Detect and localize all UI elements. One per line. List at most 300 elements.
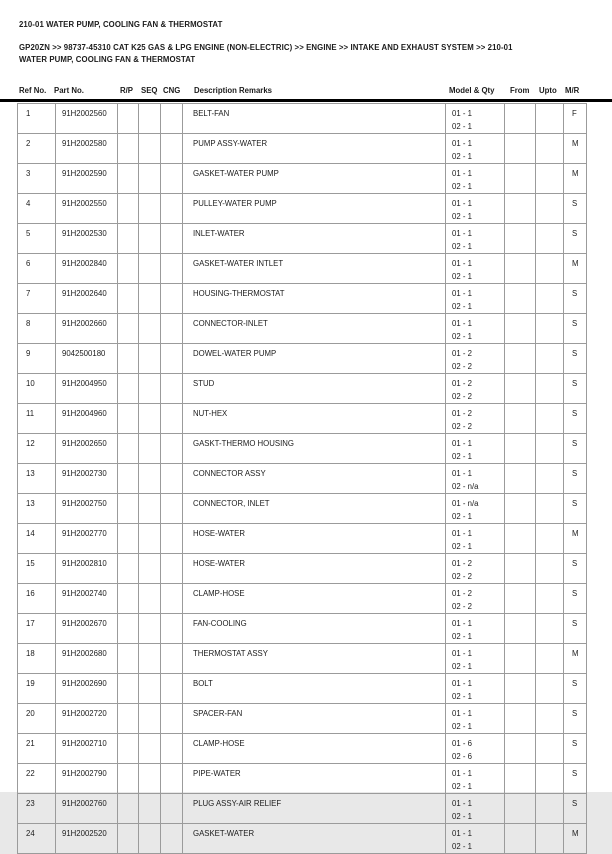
cell-seq [139, 794, 161, 824]
model-qty-line-1: 01 - 2 [452, 589, 472, 598]
cell-description: CONNECTOR, INLET [183, 494, 446, 524]
cell-description: HOSE-WATER [183, 554, 446, 584]
cell-seq [139, 194, 161, 224]
cell-cng [161, 284, 183, 314]
cell-rp [118, 584, 139, 614]
model-qty-line-1: 01 - 1 [452, 289, 472, 298]
cell-mr: S [564, 464, 587, 494]
cell-cng [161, 674, 183, 704]
cell-ref-no: 8 [18, 314, 56, 344]
cell-part-no: 91H2002680 [56, 644, 118, 674]
cell-description: HOUSING-THERMOSTAT [183, 284, 446, 314]
cell-from [505, 554, 536, 584]
cell-upto [536, 614, 564, 644]
cell-from [505, 284, 536, 314]
col-header-desc: Description Remarks [194, 86, 272, 95]
cell-from [505, 674, 536, 704]
cell-model-qty [446, 704, 505, 734]
cell-part-no: 91H2002580 [56, 134, 118, 164]
cell-model-qty [446, 584, 505, 614]
cell-cng [161, 164, 183, 194]
cell-seq [139, 644, 161, 674]
model-qty-line-2: 02 - 2 [452, 602, 472, 611]
model-qty-line-1: 01 - 1 [452, 529, 472, 538]
cell-rp [118, 644, 139, 674]
cell-cng [161, 224, 183, 254]
model-qty-line-1: 01 - 6 [452, 739, 472, 748]
breadcrumb-line-1: GP20ZN >> 98737-45310 CAT K25 GAS & LPG ENGINE (NON-ELECTRIC) >> ENGINE >> INTAKE AND EXHAUST SYSTEM >> 210-01 [19, 43, 513, 52]
model-qty-line-1: 01 - 2 [452, 409, 472, 418]
table-row [18, 554, 587, 584]
cell-mr: S [564, 284, 587, 314]
cell-mr: S [564, 614, 587, 644]
cell-from [505, 404, 536, 434]
cell-ref-no: 10 [18, 374, 56, 404]
cell-mr: S [564, 314, 587, 344]
cell-upto [536, 494, 564, 524]
table-row [18, 704, 587, 734]
cell-cng [161, 254, 183, 284]
cell-seq [139, 584, 161, 614]
cell-upto [536, 524, 564, 554]
cell-mr: M [564, 824, 587, 854]
cell-seq [139, 764, 161, 794]
cell-rp [118, 194, 139, 224]
cell-ref-no: 22 [18, 764, 56, 794]
model-qty-line-2: 02 - 1 [452, 512, 472, 521]
table-row [18, 254, 587, 284]
cell-rp [118, 104, 139, 134]
col-header-upto: Upto [539, 86, 557, 95]
cell-ref-no: 2 [18, 134, 56, 164]
table-row [18, 344, 587, 374]
model-qty-line-1: 01 - 1 [452, 169, 472, 178]
cell-rp [118, 134, 139, 164]
cell-from [505, 254, 536, 284]
cell-mr: S [564, 734, 587, 764]
model-qty-line-1: 01 - 1 [452, 469, 472, 478]
cell-part-no: 91H2002790 [56, 764, 118, 794]
table-row [18, 134, 587, 164]
table-row [18, 794, 587, 824]
cell-rp [118, 494, 139, 524]
cell-ref-no: 13 [18, 494, 56, 524]
cell-part-no: 91H2002660 [56, 314, 118, 344]
table-row [18, 734, 587, 764]
header-divider-rule [0, 99, 612, 102]
model-qty-line-2: 02 - 1 [452, 782, 472, 791]
cell-mr: M [564, 164, 587, 194]
model-qty-line-2: 02 - n/a [452, 482, 479, 491]
cell-part-no: 91H2004960 [56, 404, 118, 434]
model-qty-line-2: 02 - 1 [452, 842, 472, 851]
cell-from [505, 644, 536, 674]
model-qty-line-2: 02 - 1 [452, 212, 472, 221]
cell-mr: F [564, 104, 587, 134]
cell-seq [139, 224, 161, 254]
cell-rp [118, 314, 139, 344]
cell-from [505, 134, 536, 164]
cell-mr: M [564, 644, 587, 674]
cell-description: NUT-HEX [183, 404, 446, 434]
page-title: 210-01 WATER PUMP, COOLING FAN & THERMOSTAT [19, 20, 223, 29]
cell-model-qty [446, 314, 505, 344]
model-qty-line-2: 02 - 1 [452, 692, 472, 701]
cell-cng [161, 314, 183, 344]
cell-cng [161, 824, 183, 854]
cell-from [505, 224, 536, 254]
cell-ref-no: 17 [18, 614, 56, 644]
cell-mr: S [564, 374, 587, 404]
cell-description: CLAMP-HOSE [183, 584, 446, 614]
cell-seq [139, 284, 161, 314]
col-header-from: From [510, 86, 530, 95]
col-header-cng: CNG [163, 86, 181, 95]
cell-model-qty [446, 224, 505, 254]
model-qty-line-2: 02 - 1 [452, 722, 472, 731]
cell-mr: S [564, 764, 587, 794]
cell-mr: M [564, 524, 587, 554]
cell-upto [536, 134, 564, 164]
cell-mr: S [564, 224, 587, 254]
cell-ref-no: 12 [18, 434, 56, 464]
cell-part-no: 91H2002650 [56, 434, 118, 464]
cell-ref-no: 24 [18, 824, 56, 854]
cell-seq [139, 404, 161, 434]
cell-part-no: 91H2002590 [56, 164, 118, 194]
cell-model-qty [446, 344, 505, 374]
model-qty-line-1: 01 - 1 [452, 109, 472, 118]
cell-cng [161, 134, 183, 164]
model-qty-line-1: 01 - 1 [452, 799, 472, 808]
cell-upto [536, 794, 564, 824]
model-qty-line-2: 02 - 1 [452, 542, 472, 551]
cell-from [505, 614, 536, 644]
model-qty-line-1: 01 - 2 [452, 349, 472, 358]
cell-cng [161, 494, 183, 524]
model-qty-line-1: 01 - 1 [452, 709, 472, 718]
cell-cng [161, 194, 183, 224]
cell-description: INLET-WATER [183, 224, 446, 254]
cell-part-no: 91H2002670 [56, 614, 118, 644]
cell-mr: S [564, 404, 587, 434]
model-qty-line-2: 02 - 1 [452, 242, 472, 251]
table-row [18, 374, 587, 404]
cell-model-qty [446, 104, 505, 134]
table-row [18, 104, 587, 134]
cell-seq [139, 374, 161, 404]
cell-part-no: 91H2002530 [56, 224, 118, 254]
cell-model-qty [446, 134, 505, 164]
cell-cng [161, 434, 183, 464]
model-qty-line-2: 02 - 1 [452, 452, 472, 461]
cell-ref-no: 23 [18, 794, 56, 824]
cell-part-no: 91H2002690 [56, 674, 118, 704]
cell-from [505, 584, 536, 614]
cell-part-no: 91H2002750 [56, 494, 118, 524]
cell-model-qty [446, 764, 505, 794]
cell-seq [139, 704, 161, 734]
cell-seq [139, 614, 161, 644]
col-header-seq: SEQ [141, 86, 158, 95]
table-row [18, 404, 587, 434]
cell-description: SPACER-FAN [183, 704, 446, 734]
cell-model-qty [446, 824, 505, 854]
table-row [18, 284, 587, 314]
model-qty-line-2: 02 - 2 [452, 362, 472, 371]
cell-rp [118, 404, 139, 434]
model-qty-line-2: 02 - 1 [452, 272, 472, 281]
cell-model-qty [446, 254, 505, 284]
cell-rp [118, 434, 139, 464]
cell-cng [161, 704, 183, 734]
cell-mr: S [564, 344, 587, 374]
cell-upto [536, 824, 564, 854]
cell-mr: S [564, 194, 587, 224]
cell-seq [139, 524, 161, 554]
cell-from [505, 164, 536, 194]
cell-seq [139, 254, 161, 284]
table-row [18, 434, 587, 464]
table-row [18, 584, 587, 614]
cell-upto [536, 764, 564, 794]
model-qty-line-2: 02 - 1 [452, 152, 472, 161]
cell-rp [118, 374, 139, 404]
cell-rp [118, 734, 139, 764]
cell-model-qty [446, 494, 505, 524]
cell-rp [118, 674, 139, 704]
cell-from [505, 104, 536, 134]
model-qty-line-2: 02 - 2 [452, 572, 472, 581]
cell-description: THERMOSTAT ASSY [183, 644, 446, 674]
model-qty-line-2: 02 - 1 [452, 332, 472, 341]
cell-upto [536, 674, 564, 704]
cell-upto [536, 284, 564, 314]
cell-from [505, 344, 536, 374]
cell-description: CONNECTOR-INLET [183, 314, 446, 344]
cell-model-qty [446, 374, 505, 404]
cell-mr: S [564, 434, 587, 464]
cell-seq [139, 464, 161, 494]
cell-seq [139, 134, 161, 164]
cell-part-no: 91H2002740 [56, 584, 118, 614]
model-qty-line-1: 01 - 2 [452, 379, 472, 388]
cell-part-no: 91H2002640 [56, 284, 118, 314]
cell-from [505, 794, 536, 824]
cell-rp [118, 794, 139, 824]
cell-model-qty [446, 644, 505, 674]
cell-description: BOLT [183, 674, 446, 704]
table-row [18, 314, 587, 344]
cell-cng [161, 614, 183, 644]
cell-ref-no: 19 [18, 674, 56, 704]
cell-part-no: 9042500180 [56, 344, 118, 374]
cell-cng [161, 554, 183, 584]
cell-seq [139, 434, 161, 464]
model-qty-line-2: 02 - 2 [452, 422, 472, 431]
cell-description: GASKT-THERMO HOUSING [183, 434, 446, 464]
cell-model-qty [446, 614, 505, 644]
cell-ref-no: 18 [18, 644, 56, 674]
cell-from [505, 824, 536, 854]
cell-cng [161, 644, 183, 674]
col-header-ref: Ref No. [19, 86, 47, 95]
table-row [18, 224, 587, 254]
table-row [18, 164, 587, 194]
cell-rp [118, 704, 139, 734]
table-row [18, 764, 587, 794]
breadcrumb-line-2: WATER PUMP, COOLING FAN & THERMOSTAT [19, 55, 196, 64]
cell-mr: S [564, 794, 587, 824]
cell-from [505, 314, 536, 344]
cell-ref-no: 6 [18, 254, 56, 284]
cell-rp [118, 344, 139, 374]
cell-part-no: 91H2002840 [56, 254, 118, 284]
cell-part-no: 91H2004950 [56, 374, 118, 404]
cell-from [505, 734, 536, 764]
cell-upto [536, 164, 564, 194]
cell-model-qty [446, 284, 505, 314]
cell-cng [161, 404, 183, 434]
cell-mr: S [564, 584, 587, 614]
cell-seq [139, 824, 161, 854]
model-qty-line-1: 01 - 1 [452, 199, 472, 208]
model-qty-line-1: 01 - 1 [452, 139, 472, 148]
model-qty-line-1: 01 - 1 [452, 319, 472, 328]
cell-mr: S [564, 494, 587, 524]
cell-model-qty [446, 464, 505, 494]
cell-description: HOSE-WATER [183, 524, 446, 554]
col-header-rp: R/P [120, 86, 133, 95]
model-qty-line-2: 02 - 2 [452, 392, 472, 401]
model-qty-line-2: 02 - 1 [452, 302, 472, 311]
cell-part-no: 91H2002810 [56, 554, 118, 584]
model-qty-line-1: 01 - 1 [452, 769, 472, 778]
cell-upto [536, 374, 564, 404]
col-header-model-qty: Model & Qty [449, 86, 495, 95]
cell-description: GASKET-WATER INTLET [183, 254, 446, 284]
model-qty-line-2: 02 - 1 [452, 632, 472, 641]
cell-upto [536, 734, 564, 764]
cell-rp [118, 764, 139, 794]
cell-upto [536, 584, 564, 614]
cell-ref-no: 13 [18, 464, 56, 494]
model-qty-line-2: 02 - 1 [452, 812, 472, 821]
cell-rp [118, 224, 139, 254]
col-header-mr: M/R [565, 86, 580, 95]
cell-from [505, 524, 536, 554]
cell-cng [161, 524, 183, 554]
model-qty-line-2: 02 - 1 [452, 662, 472, 671]
cell-model-qty [446, 674, 505, 704]
cell-seq [139, 344, 161, 374]
cell-upto [536, 344, 564, 374]
cell-ref-no: 7 [18, 284, 56, 314]
cell-cng [161, 464, 183, 494]
model-qty-line-2: 02 - 1 [452, 122, 472, 131]
cell-description: GASKET-WATER PUMP [183, 164, 446, 194]
model-qty-line-1: 01 - 1 [452, 679, 472, 688]
cell-seq [139, 164, 161, 194]
cell-rp [118, 284, 139, 314]
cell-description: STUD [183, 374, 446, 404]
cell-ref-no: 21 [18, 734, 56, 764]
cell-upto [536, 404, 564, 434]
cell-model-qty [446, 194, 505, 224]
cell-ref-no: 11 [18, 404, 56, 434]
model-qty-line-1: 01 - 1 [452, 619, 472, 628]
cell-upto [536, 434, 564, 464]
cell-seq [139, 314, 161, 344]
cell-seq [139, 494, 161, 524]
cell-model-qty [446, 554, 505, 584]
cell-description: PLUG ASSY-AIR RELIEF [183, 794, 446, 824]
model-qty-line-2: 02 - 1 [452, 182, 472, 191]
cell-part-no: 91H2002560 [56, 104, 118, 134]
cell-description: PULLEY-WATER PUMP [183, 194, 446, 224]
model-qty-line-1: 01 - 1 [452, 229, 472, 238]
model-qty-line-2: 02 - 6 [452, 752, 472, 761]
cell-upto [536, 104, 564, 134]
cell-cng [161, 584, 183, 614]
cell-seq [139, 734, 161, 764]
model-qty-line-1: 01 - 2 [452, 559, 472, 568]
cell-from [505, 464, 536, 494]
cell-rp [118, 464, 139, 494]
cell-part-no: 91H2002760 [56, 794, 118, 824]
cell-description: BELT-FAN [183, 104, 446, 134]
model-qty-line-1: 01 - 1 [452, 829, 472, 838]
table-row [18, 494, 587, 524]
cell-part-no: 91H2002730 [56, 464, 118, 494]
cell-ref-no: 5 [18, 224, 56, 254]
cell-rp [118, 254, 139, 284]
cell-upto [536, 704, 564, 734]
cell-part-no: 91H2002550 [56, 194, 118, 224]
col-header-part: Part No. [54, 86, 84, 95]
cell-model-qty [446, 434, 505, 464]
cell-seq [139, 674, 161, 704]
parts-table [17, 103, 587, 854]
cell-model-qty [446, 404, 505, 434]
cell-upto [536, 314, 564, 344]
model-qty-line-1: 01 - 1 [452, 439, 472, 448]
cell-upto [536, 254, 564, 284]
table-row [18, 824, 587, 854]
cell-ref-no: 16 [18, 584, 56, 614]
table-row [18, 194, 587, 224]
cell-mr: M [564, 254, 587, 284]
cell-rp [118, 524, 139, 554]
cell-upto [536, 554, 564, 584]
model-qty-line-1: 01 - n/a [452, 499, 479, 508]
cell-from [505, 764, 536, 794]
cell-model-qty [446, 794, 505, 824]
cell-mr: S [564, 674, 587, 704]
cell-ref-no: 15 [18, 554, 56, 584]
cell-from [505, 434, 536, 464]
cell-seq [139, 104, 161, 134]
cell-mr: S [564, 554, 587, 584]
cell-upto [536, 644, 564, 674]
cell-seq [139, 554, 161, 584]
cell-rp [118, 614, 139, 644]
cell-cng [161, 374, 183, 404]
model-qty-line-1: 01 - 1 [452, 259, 472, 268]
cell-ref-no: 3 [18, 164, 56, 194]
table-row [18, 464, 587, 494]
cell-from [505, 374, 536, 404]
